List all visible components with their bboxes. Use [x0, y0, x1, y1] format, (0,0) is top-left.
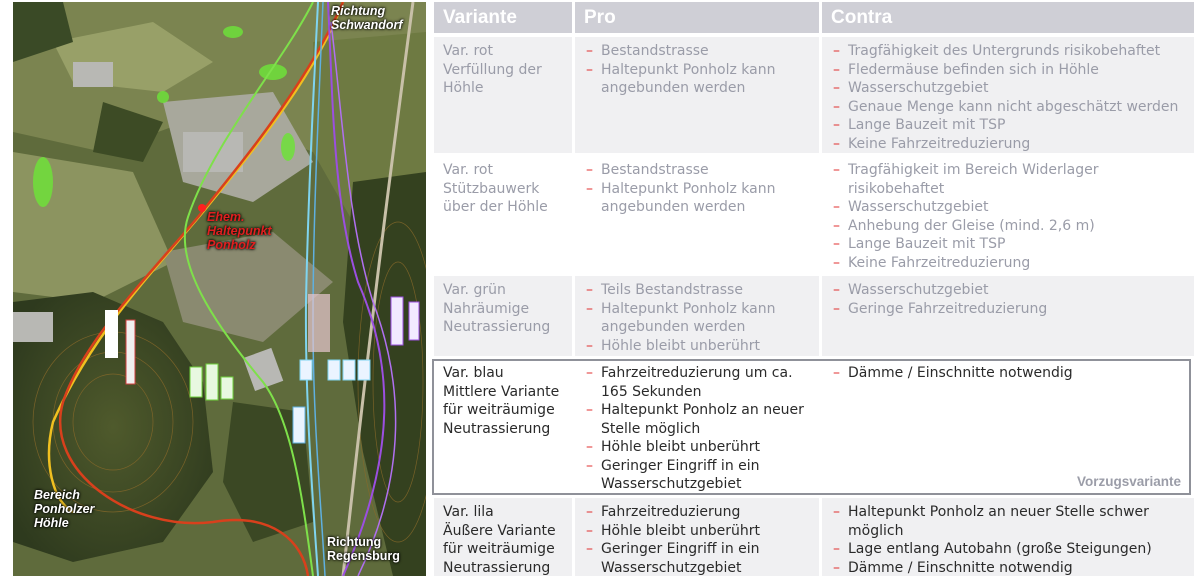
- contra-cell: [822, 276, 1194, 356]
- bullet-text: Wasserschutzgebiet: [848, 199, 989, 215]
- dash-bullet-icon: –: [833, 365, 840, 381]
- table-row-rot-verfuellung: [434, 37, 1194, 153]
- dash-bullet-icon: –: [586, 504, 593, 520]
- pro-list: [584, 503, 819, 577]
- dash-bullet-icon: –: [586, 457, 593, 474]
- variant-cell: [434, 498, 572, 576]
- bullet-item: [584, 42, 819, 61]
- bullet-text: Haltepunkt Ponholz kann angebunden werden: [601, 300, 776, 335]
- bullet-text: Lange Bauzeit mit TSP: [848, 236, 1006, 252]
- contra-list: [831, 503, 1194, 577]
- label-richtung-schwandorf: Richtung Schwandorf: [331, 4, 403, 32]
- bullet-item: [584, 540, 819, 577]
- bullet-item: [831, 198, 1194, 217]
- bullet-item: [584, 180, 819, 217]
- bullet-text: Haltepunkt Ponholz kann angebunden werden: [601, 180, 776, 215]
- dash-bullet-icon: –: [586, 402, 593, 418]
- contra-cell: [822, 498, 1194, 576]
- bullet-text: Tragfähigkeit im Bereich Widerlager risikobehaftet: [848, 162, 1099, 197]
- bullet-item: [831, 98, 1194, 117]
- bullet-item: [831, 79, 1194, 98]
- variant-comparison-table: [434, 2, 1194, 576]
- bullet-text: Haltepunkt Ponholz an neuer Stelle möglich: [601, 402, 804, 437]
- variant-name: Var. rot Stützbauwerk über der Höhle: [443, 162, 548, 215]
- dash-bullet-icon: –: [833, 199, 840, 215]
- variant-name: Var. lila Äußere Variante für weiträumige Neutrassierung: [443, 504, 556, 576]
- variant-name: Var. rot Verfüllung der Höhle: [443, 43, 542, 96]
- bullet-text: Keine Fahrzeitreduzierung: [848, 135, 1031, 152]
- bullet-item: [584, 161, 819, 180]
- dash-bullet-icon: –: [833, 282, 840, 298]
- variant-cell: [434, 276, 572, 356]
- bullet-item: [831, 300, 1194, 319]
- bullet-item: [831, 281, 1194, 300]
- bullet-text: Fledermäuse befinden sich in Höhle: [848, 61, 1099, 78]
- dash-bullet-icon: –: [586, 61, 593, 78]
- preferred-variant-frame: [432, 359, 1191, 495]
- bullet-item: [831, 116, 1194, 135]
- bullet-text: Dämme / Einschnitte notwendig: [848, 559, 1073, 576]
- dash-bullet-icon: –: [833, 236, 840, 252]
- contra-cell: [822, 37, 1194, 153]
- contra-cell: [822, 156, 1194, 274]
- label-haltepunkt-ponholz: Ehem. Haltepunkt Ponholz: [207, 210, 272, 252]
- bullet-item: [831, 235, 1194, 254]
- bullet-item: [831, 135, 1194, 154]
- bullet-text: Anhebung der Gleise (mind. 2,6 m): [848, 217, 1095, 234]
- dash-bullet-icon: –: [586, 365, 593, 381]
- table-row-blau: [434, 359, 1194, 495]
- bullet-text: Teils Bestandstrasse: [601, 282, 743, 298]
- bullet-text: Höhle bleibt unberührt: [601, 337, 761, 354]
- bullet-text: Haltepunkt Ponholz an neuer Stelle schwer möglich: [848, 504, 1149, 539]
- dash-bullet-icon: –: [833, 541, 840, 557]
- table-row-gruen: [434, 276, 1194, 356]
- dash-bullet-icon: –: [586, 282, 593, 298]
- bullet-text: Lange Bauzeit mit TSP: [848, 117, 1006, 133]
- bullet-item: [584, 61, 819, 98]
- bullet-text: Bestandstrasse: [601, 43, 709, 59]
- variant-name: Var. grün Nahräumige Neutrassierung: [443, 282, 551, 335]
- bullet-text: Bestandstrasse: [601, 162, 709, 178]
- dash-bullet-icon: –: [833, 80, 840, 96]
- bullet-item: [831, 161, 1194, 198]
- bullet-text: Wasserschutzgebiet: [848, 282, 989, 298]
- dash-bullet-icon: –: [586, 162, 593, 178]
- table-row-lila: [434, 498, 1194, 576]
- pro-cell: [575, 156, 819, 274]
- dash-bullet-icon: –: [833, 559, 840, 576]
- dash-bullet-icon: –: [833, 217, 840, 234]
- variant-cell: [434, 156, 572, 274]
- bullet-item: [584, 522, 819, 541]
- bullet-text: Geringe Fahrzeitreduzierung: [848, 300, 1048, 317]
- dash-bullet-icon: –: [833, 254, 840, 271]
- pro-list: [584, 281, 819, 355]
- bullet-item: [831, 217, 1194, 236]
- bullet-text: Lage entlang Autobahn (große Steigungen): [848, 541, 1152, 557]
- label-bereich-ponholzer-hoehle: Bereich Ponholzer Höhle: [34, 488, 95, 530]
- dash-bullet-icon: –: [833, 43, 840, 59]
- bullet-item: [831, 61, 1194, 80]
- bullet-text: Keine Fahrzeitreduzierung: [848, 254, 1031, 271]
- header-contra: Contra: [822, 2, 1194, 33]
- bullet-text: Wasserschutzgebiet: [848, 80, 989, 96]
- pro-cell: [575, 498, 819, 576]
- bullet-item: [831, 254, 1194, 273]
- bullet-item: [584, 337, 819, 356]
- dash-bullet-icon: –: [586, 43, 593, 59]
- dash-bullet-icon: –: [833, 117, 840, 133]
- header-variante: Variante: [434, 2, 572, 33]
- pro-list: [584, 161, 819, 217]
- bullet-text: Dämme / Einschnitte notwendig: [848, 365, 1073, 381]
- bullet-text: Tragfähigkeit des Untergrunds risikobehaftet: [848, 43, 1161, 59]
- dash-bullet-icon: –: [833, 162, 840, 178]
- bullet-item: [831, 540, 1194, 559]
- bullet-text: Genaue Menge kann nicht abgeschätzt werden: [848, 98, 1179, 115]
- bullet-item: [831, 503, 1194, 540]
- variant-name: Var. blau Mittlere Variante für weiträumige Neutrassierung: [443, 365, 560, 437]
- contra-list: [831, 42, 1194, 153]
- dash-bullet-icon: –: [586, 522, 593, 539]
- bullet-item: [831, 42, 1194, 61]
- bullet-item: [584, 300, 819, 337]
- pro-cell: [575, 276, 819, 356]
- bullet-text: Höhle bleibt unberührt: [601, 439, 761, 455]
- bullet-item: [584, 281, 819, 300]
- bullet-text: Haltepunkt Ponholz kann angebunden werden: [601, 61, 776, 96]
- bullet-text: Höhle bleibt unberührt: [601, 522, 761, 539]
- dash-bullet-icon: –: [586, 439, 593, 455]
- dash-bullet-icon: –: [586, 337, 593, 354]
- dash-bullet-icon: –: [586, 300, 593, 317]
- dash-bullet-icon: –: [586, 180, 593, 197]
- pro-list: [584, 42, 819, 98]
- contra-list: [831, 161, 1194, 272]
- dash-bullet-icon: –: [833, 504, 840, 520]
- header-pro: Pro: [575, 2, 819, 33]
- route-map: [13, 2, 426, 576]
- bullet-text: Fahrzeitreduzierung: [601, 504, 741, 520]
- label-richtung-regensburg: Richtung Regensburg: [327, 535, 400, 563]
- bullet-text: Geringer Eingriff in ein Wasserschutzgebiet: [601, 541, 760, 576]
- bullet-text: Fahrzeitreduzierung um ca. 165 Sekunden: [601, 365, 793, 400]
- contra-list: [831, 281, 1194, 318]
- bullet-text: Geringer Eingriff in ein Wasserschutzgebiet: [601, 457, 760, 492]
- dash-bullet-icon: –: [586, 541, 593, 557]
- table-row-rot-stuetzbauwerk: [434, 156, 1194, 274]
- vorzugsvariante-badge: Vorzugsvariante: [1076, 474, 1181, 489]
- dash-bullet-icon: –: [833, 300, 840, 317]
- dash-bullet-icon: –: [833, 61, 840, 78]
- dash-bullet-icon: –: [833, 135, 840, 152]
- bullet-item: [584, 503, 819, 522]
- variant-cell: [434, 37, 572, 153]
- bullet-item: [831, 559, 1194, 578]
- pro-cell: [575, 37, 819, 153]
- dash-bullet-icon: –: [833, 98, 840, 115]
